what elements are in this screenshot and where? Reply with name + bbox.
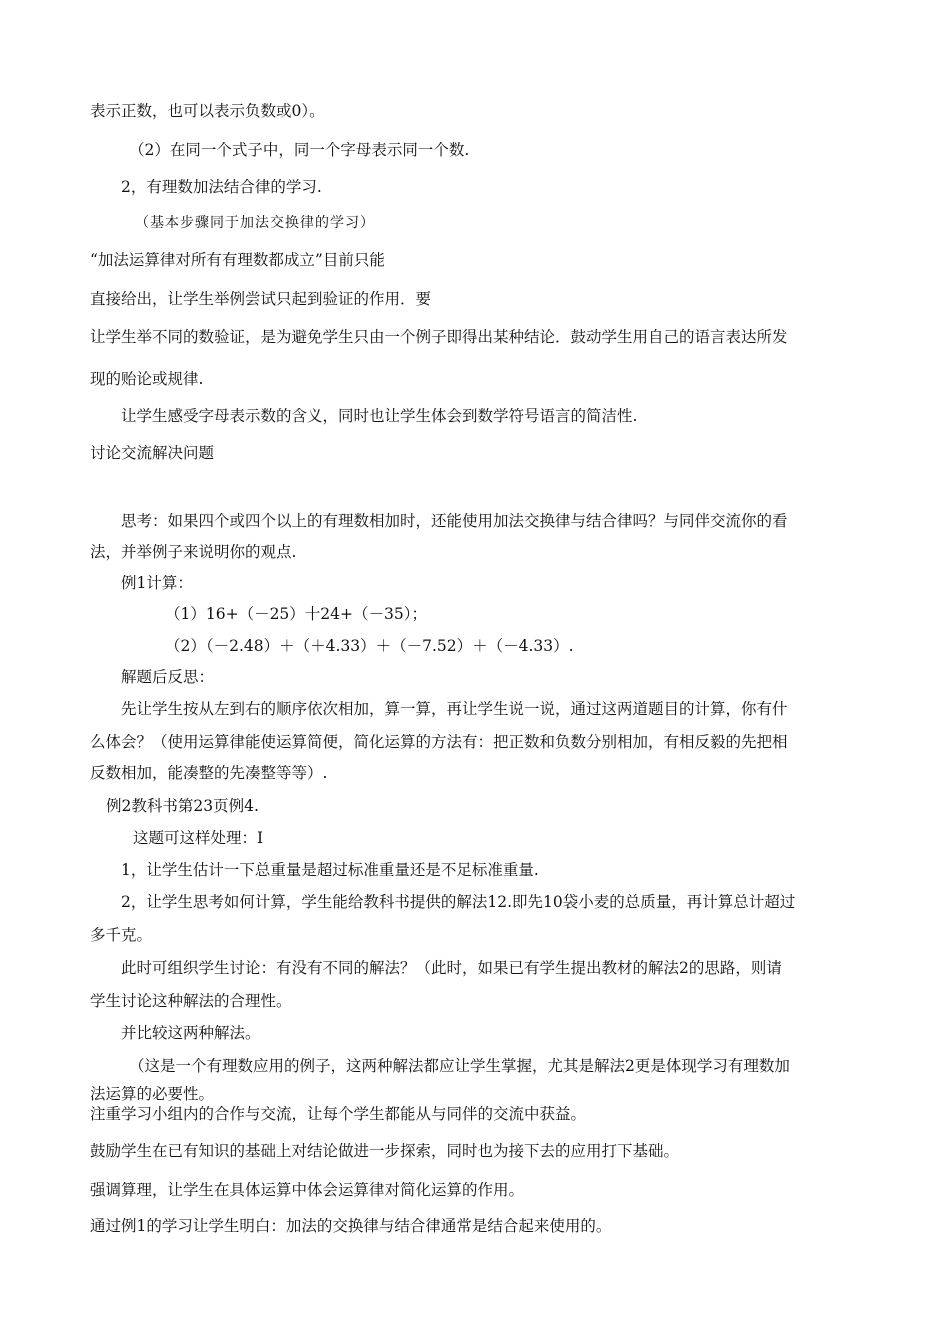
text-line: 多千克。 [90, 926, 153, 944]
text-line: 强调算理，让学生在具体运算中体会运算律对简化运算的作用。 [90, 1181, 525, 1199]
math-expression: （2）（－2.48）＋（＋4.33）＋（－7.52）＋（－4.33）. [165, 637, 574, 655]
text-line: 通过例1的学习让学生明白：加法的交换律与结合律通常是结合起来使用的。 [90, 1217, 612, 1235]
section-heading: 讨论交流解决问题 [90, 444, 215, 462]
text-line: （基本步骤同于加法交换律的学习） [135, 215, 375, 231]
text-line: 学生讨论这种解法的合理性。 [90, 992, 292, 1010]
text-line: “加法运算律对所有有理数都成立”目前只能 [90, 251, 385, 269]
text-line: 并比较这两种解法。 [121, 1024, 261, 1042]
math-expression: （1）16+（－25）十24+（－35）； [165, 605, 427, 623]
text-line: 法运算的必要性。 [90, 1085, 215, 1103]
text-line: 直接给出，让学生举例尝试只起到验证的作用．要 [90, 290, 432, 308]
text-line: 2，让学生思考如何计算，学生能给教科书提供的解法12.即先10袋小麦的总质量，再计算总计超过 [121, 893, 796, 911]
example-label: 例2教科书第23页例4. [106, 797, 259, 815]
text-line: 解题后反思： [121, 668, 215, 686]
text-line: 这题可这样处理：I [133, 829, 264, 847]
text-line: 让学生举不同的数验证，是为避免学生只由一个例子即得出某种结论．鼓动学生用自己的语言表达所发 [90, 328, 788, 346]
text-line: 2，有理数加法结合律的学习. [121, 178, 322, 196]
text-line: 思考：如果四个或四个以上的有理数相加时，还能使用加法交换律与结合律吗？与同伴交流你的看 [121, 512, 788, 530]
text-line: （这是一个有理数应用的例子，这两种解法都应让学生掌握，尤其是解法2更是体现学习有理数加 [129, 1057, 790, 1075]
text-line: 现的贻论或规律. [90, 370, 204, 388]
text-line: 反数相加，能凑整的先凑整等等）. [90, 764, 328, 782]
text-line: 么体会？（使用运算律能使运算简便，简化运算的方法有：把正数和负数分别相加，有相反毅的先把相 [90, 733, 788, 751]
text-line: 表示正数，也可以表示负数或0）。 [90, 102, 325, 120]
text-line: 此时可组织学生讨论：有没有不同的解法？（此时，如果已有学生提出教材的解法2的思路，则请 [121, 959, 782, 977]
text-line: （2）在同一个式子中，同一个字母表示同一个数. [129, 141, 470, 159]
text-line: 先让学生按从左到右的顺序依次相加，算一算，再让学生说一说，通过这两道题目的计算，你有什 [121, 700, 788, 718]
text-line: 鼓励学生在已有知识的基础上对结论做进一步探索，同时也为接下去的应用打下基础。 [90, 1142, 680, 1160]
text-line: 法，并举例子来说明你的观点. [90, 543, 297, 561]
example-label: 例1计算： [121, 574, 193, 592]
text-line: 注重学习小组内的合作与交流，让每个学生都能从与同伴的交流中获益。 [90, 1105, 587, 1123]
text-line: 让学生感受字母表示数的含义，同时也让学生体会到数学符号语言的简洁性. [121, 407, 638, 425]
text-line: 1，让学生估计一下总重量是超过标准重量还是不足标准重量. [121, 861, 539, 879]
